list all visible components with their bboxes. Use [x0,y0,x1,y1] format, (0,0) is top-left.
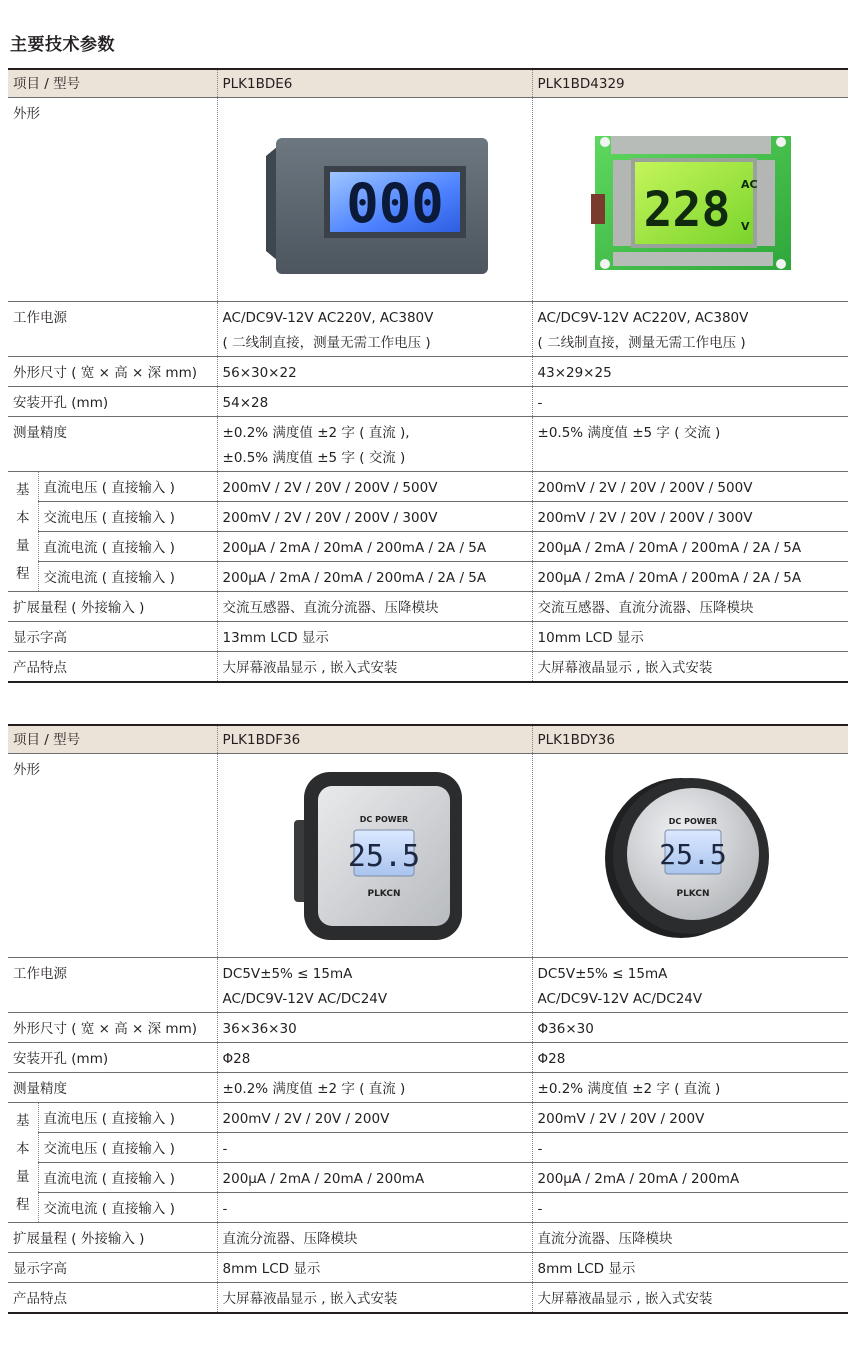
table-row [8,302,848,357]
table-cell: 43×29×25 [532,357,848,387]
table-cell: 13mm LCD 显示 [217,622,532,652]
table-cell: 大屏幕液晶显示 , 嵌入式安装 [217,652,532,683]
page-title: 主要技术参数 [10,35,115,55]
model-name: PLK1BDE6 [217,69,532,98]
row-label: 显示字高 [8,1253,217,1283]
table-cell: 200mV / 2V / 20V / 200V / 300V [532,502,848,532]
table-row [8,592,848,622]
table-cell: 200mV / 2V / 20V / 200V / 500V [532,472,848,502]
appearance-row [8,754,848,958]
row-label: 交流电流 ( 直接输入 ) [38,1193,217,1223]
appearance-row [8,98,848,302]
row-label: 交流电压 ( 直接输入 ) [38,502,217,532]
table-cell: - [532,1133,848,1163]
table-cell: 10mm LCD 显示 [532,622,848,652]
table-cell: 大屏幕液晶显示 , 嵌入式安装 [532,652,848,683]
brand-label: PLKCN [366,889,401,899]
group-char: 基 [16,481,30,498]
spec-table-2 [8,724,848,1314]
table-cell: 36×36×30 [217,1013,532,1043]
table-cell: 200μA / 2mA / 20mA / 200mA [217,1163,532,1193]
row-label: 测量精度 [8,417,217,472]
header-label: 项目 / 型号 [8,69,217,98]
row-label: 工作电源 [8,958,217,1013]
meter-caption: DC POWER [359,815,408,824]
table-row [8,562,848,592]
table-row [8,1073,848,1103]
table-cell [217,958,532,1013]
product-image-cell [217,754,532,958]
table-cell: 200mV / 2V / 20V / 200V [217,1103,532,1133]
round-meter-image [603,772,771,940]
row-label: 直流电流 ( 直接输入 ) [38,532,217,562]
lcd-readout: 228 [643,182,730,238]
row-label: 产品特点 [8,1283,217,1314]
cell-line: ±0.2% 满度值 ±2 字 ( 直流 ), [222,425,410,441]
table-row [8,1223,848,1253]
row-label: 外形尺寸 ( 宽 × 高 × 深 mm) [8,357,217,387]
table-cell: 56×30×22 [217,357,532,387]
table-row [8,622,848,652]
group-char: 本 [16,509,30,526]
table-cell: 大屏幕液晶显示 , 嵌入式安装 [217,1283,532,1314]
lcd-readout: 000 [345,172,444,235]
row-label: 外形尺寸 ( 宽 × 高 × 深 mm) [8,1013,217,1043]
product-image-cell [532,98,848,302]
row-label: 直流电流 ( 直接输入 ) [38,1163,217,1193]
product-image-cell [217,98,532,302]
row-label: 扩展量程 ( 外接输入 ) [8,1223,217,1253]
row-label: 直流电压 ( 直接输入 ) [38,472,217,502]
group-char: 基 [16,1112,30,1129]
group-char: 程 [16,565,30,582]
table-cell: 交流互感器、直流分流器、压降模块 [217,592,532,622]
cell-line: ( 二线制直接，测量无需工作电压 ) [537,335,746,351]
table-cell: 大屏幕液晶显示 , 嵌入式安装 [532,1283,848,1314]
row-label: 交流电流 ( 直接输入 ) [38,562,217,592]
cell-line: AC/DC9V-12V AC220V, AC380V [537,310,749,326]
row-label: 产品特点 [8,652,217,683]
table-row [8,1283,848,1314]
lcd-unit-label: V [740,220,750,233]
table-cell: ±0.2% 满度值 ±2 字 ( 直流 ) [217,1073,532,1103]
cell-line: DC5V±5% ≤ 15mA [537,966,668,982]
row-label: 安装开孔 (mm) [8,1043,217,1073]
square-meter-image [294,770,464,942]
table-cell: 200μA / 2mA / 20mA / 200mA / 2A / 5A [532,562,848,592]
table-cell: 直流分流器、压降模块 [217,1223,532,1253]
table-cell: 直流分流器、压降模块 [532,1223,848,1253]
table-cell [532,302,848,357]
table-cell: 200mV / 2V / 20V / 200V / 300V [217,502,532,532]
row-label: 交流电压 ( 直接输入 ) [38,1133,217,1163]
model-name: PLK1BDY36 [532,725,848,754]
table-row [8,1163,848,1193]
cell-line: DC5V±5% ≤ 15mA [222,966,353,982]
group-char: 量 [16,537,30,554]
row-label: 显示字高 [8,622,217,652]
table-row [8,1013,848,1043]
table-row [8,357,848,387]
table-row [8,1133,848,1163]
table-cell: ±0.5% 满度值 ±5 字 ( 交流 ) [532,417,848,472]
header-label: 项目 / 型号 [8,725,217,754]
row-label: 扩展量程 ( 外接输入 ) [8,592,217,622]
row-label: 安装开孔 (mm) [8,387,217,417]
table-cell: ±0.2% 满度值 ±2 字 ( 直流 ) [532,1073,848,1103]
table-cell: 8mm LCD 显示 [217,1253,532,1283]
table-cell [532,958,848,1013]
group-char: 量 [16,1168,30,1185]
product-image-cell [532,754,848,958]
cell-line: ±0.5% 满度值 ±5 字 ( 交流 ) [222,450,406,466]
lcd-readout: 25.5 [658,838,727,871]
cell-line: AC/DC9V-12V AC/DC24V [537,991,703,1007]
table-row [8,1103,848,1133]
table-cell [217,417,532,472]
table-row [8,958,848,1013]
row-label: 外形 [8,98,217,302]
lcd-unit-label: AC [740,178,758,191]
spec-table-1 [8,68,848,683]
cell-line: ( 二线制直接，测量无需工作电压 ) [222,335,431,351]
table-row [8,417,848,472]
row-label: 直流电压 ( 直接输入 ) [38,1103,217,1133]
table-cell: 200μA / 2mA / 20mA / 200mA / 2A / 5A [217,562,532,592]
table-cell: Φ36×30 [532,1013,848,1043]
model-name: PLK1BD4329 [532,69,848,98]
table-cell: 交流互感器、直流分流器、压降模块 [532,592,848,622]
lcd-readout: 25.5 [347,839,420,874]
table-row [8,532,848,562]
table-row [8,652,848,683]
table-cell: 200mV / 2V / 20V / 200V [532,1103,848,1133]
table-cell: Φ28 [532,1043,848,1073]
cell-line: AC/DC9V-12V AC/DC24V [222,991,388,1007]
lcd-module-image [591,128,795,278]
row-label: 测量精度 [8,1073,217,1103]
group-char: 程 [16,1196,30,1213]
group-char: 本 [16,1140,30,1157]
brand-label: PLKCN [675,889,710,899]
table-cell: - [217,1193,532,1223]
table-row [8,1193,848,1223]
table-row [8,1253,848,1283]
table-cell [217,302,532,357]
range-group-label [8,472,38,592]
cell-line: AC/DC9V-12V AC220V, AC380V [222,310,434,326]
table-cell: Φ28 [217,1043,532,1073]
model-name: PLK1BDF36 [217,725,532,754]
table-cell: 200mV / 2V / 20V / 200V / 500V [217,472,532,502]
table-row [8,387,848,417]
range-group-label [8,1103,38,1223]
table-row [8,1043,848,1073]
row-label: 外形 [8,754,217,958]
table-cell: - [532,1193,848,1223]
table-header-row [8,725,848,754]
panel-meter-image [266,136,488,276]
meter-caption: DC POWER [668,817,717,826]
row-label: 工作电源 [8,302,217,357]
table-row [8,472,848,502]
table-header-row [8,69,848,98]
table-row [8,502,848,532]
table-cell: 54×28 [217,387,532,417]
table-cell: 8mm LCD 显示 [532,1253,848,1283]
table-cell: 200μA / 2mA / 20mA / 200mA [532,1163,848,1193]
table-cell: 200μA / 2mA / 20mA / 200mA / 2A / 5A [217,532,532,562]
table-cell: - [217,1133,532,1163]
table-cell: 200μA / 2mA / 20mA / 200mA / 2A / 5A [532,532,848,562]
table-cell: - [532,387,848,417]
